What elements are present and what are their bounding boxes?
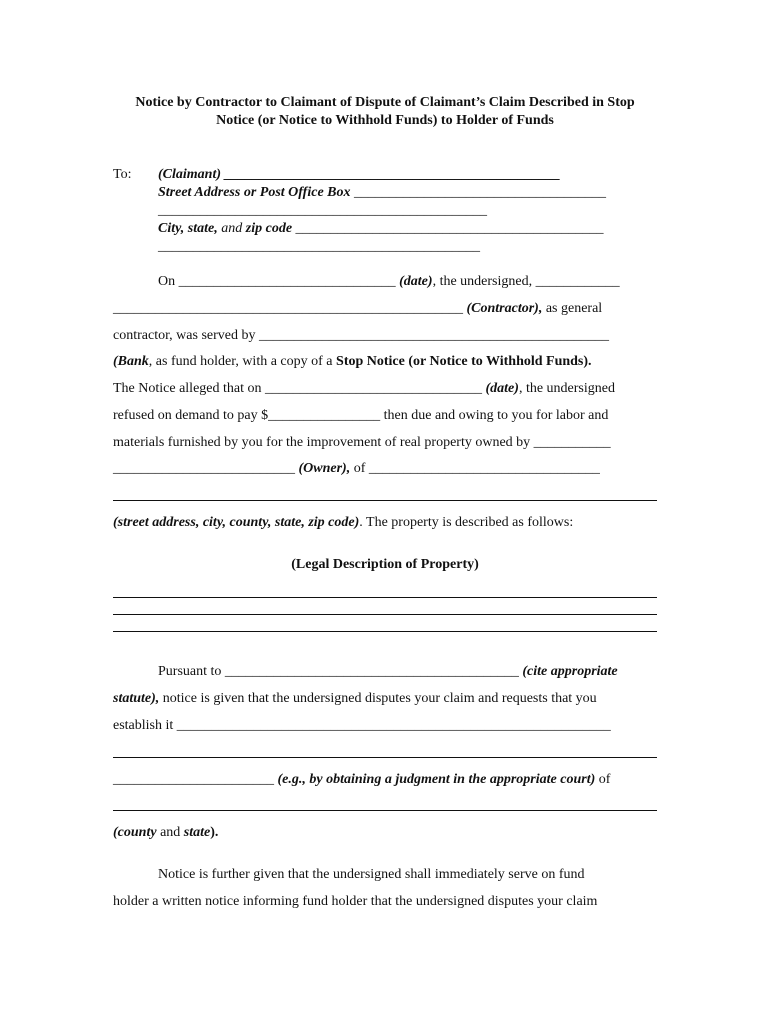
zip-code-label: zip code <box>245 221 293 236</box>
cite-statute-label: (cite appropriate <box>522 664 618 679</box>
p1-l8-text-a: __________________________ <box>113 461 299 476</box>
legal-description-rule-1 <box>113 597 657 598</box>
date-label-2: (date) <box>485 381 519 396</box>
bank-label: (Bank <box>113 354 149 369</box>
paragraph-2-line-1 <box>158 663 618 681</box>
and-word: and <box>217 221 246 236</box>
paragraph-2-line-7 <box>113 824 218 842</box>
p2-l5-text-a: _______________________ <box>113 772 278 787</box>
street-address-label: Street Address or Post Office Box <box>158 185 351 200</box>
p1-text-b: , the undersigned, ____________ <box>432 274 620 289</box>
paragraph-1-line-10 <box>113 514 573 532</box>
address-blank-line-2: ______________________________________________ <box>158 239 480 254</box>
paragraph-2-line-3: establish it ______________________________________________________________ <box>113 718 611 733</box>
legal-description-rule-3 <box>113 631 657 632</box>
p1-l10-text: . The property is described as follows: <box>359 515 574 530</box>
closing-punctuation: ). <box>210 825 219 840</box>
city-state-zip-field <box>158 220 604 238</box>
paragraph-1-line-1 <box>158 273 620 291</box>
p1-text-a: On _______________________________ <box>158 274 400 289</box>
date-label: (date) <box>399 274 433 289</box>
owner-label: (Owner), <box>298 461 351 476</box>
paragraph-1-line-8 <box>113 460 600 478</box>
p1-l5-text-b: , the undersigned <box>518 381 615 396</box>
blank-rule-2 <box>113 757 657 758</box>
city-state-label: City, state, <box>158 221 218 236</box>
paragraph-2-line-5 <box>113 771 610 789</box>
street-address-city-label: (street address, city, county, state, zip code) <box>113 515 360 530</box>
blank-rule-3 <box>113 810 657 811</box>
paragraph-2-line-2 <box>113 690 597 708</box>
p1-l8-text-b: of _________________________________ <box>350 461 600 476</box>
paragraph-1-line-3: contractor, was served by __________________________________________________ <box>113 328 609 343</box>
judgment-label: (e.g., by obtaining a judgment in the appropriate court) <box>277 772 596 787</box>
city-blank: ____________________________________________ <box>292 221 604 236</box>
to-label: To: <box>113 167 132 182</box>
p2-l5-text-b: of <box>595 772 611 787</box>
p1-l4-text: , as fund holder, with a copy of a <box>148 354 337 369</box>
paragraph-1-line-5 <box>113 380 615 398</box>
street-address-blank: ____________________________________ <box>350 185 606 200</box>
document-title-line-1: Notice by Contractor to Claimant of Dispute of Claimant’s Claim Described in Stop <box>135 95 635 110</box>
p2-text-a: Pursuant to __________________________________________ <box>158 664 523 679</box>
contractor-label: (Contractor), <box>466 301 543 316</box>
blank-rule <box>113 500 657 501</box>
legal-description-heading: (Legal Description of Property) <box>291 557 479 572</box>
p1-l5-text-a: The Notice alleged that on _______________________________ <box>113 381 486 396</box>
p1-l2-text-b: as general <box>542 301 603 316</box>
document-title-line-2: Notice (or Notice to Withhold Funds) to Holder of Funds <box>216 113 554 128</box>
paragraph-3-line-1: Notice is further given that the undersigned shall immediately serve on fund <box>158 867 585 882</box>
paragraph-1-line-2 <box>113 300 602 318</box>
paragraph-1-line-4 <box>113 353 592 371</box>
p2-l2-text: notice is given that the undersigned disputes your claim and requests that you <box>159 691 597 706</box>
county-label: (county <box>113 825 157 840</box>
paragraph-1-line-7: materials furnished by you for the improvement of real property owned by ___________ <box>113 435 611 450</box>
address-blank-line: _______________________________________________ <box>158 203 487 218</box>
paragraph-1-line-6: refused on demand to pay $________________ then due and owing to you for labor and <box>113 408 609 423</box>
claimant-field: (Claimant) ________________________________________________ <box>158 167 561 182</box>
statute-label: statute), <box>113 691 160 706</box>
and-text: and <box>156 825 184 840</box>
state-label: state <box>183 825 211 840</box>
stop-notice-label: Stop Notice (or Notice to Withhold Funds). <box>336 354 592 369</box>
p1-l2-text-a: __________________________________________________ <box>113 301 467 316</box>
legal-description-rule-2 <box>113 614 657 615</box>
paragraph-3-line-2: holder a written notice informing fund holder that the undersigned disputes your claim <box>113 894 598 909</box>
street-address-field <box>158 184 606 202</box>
